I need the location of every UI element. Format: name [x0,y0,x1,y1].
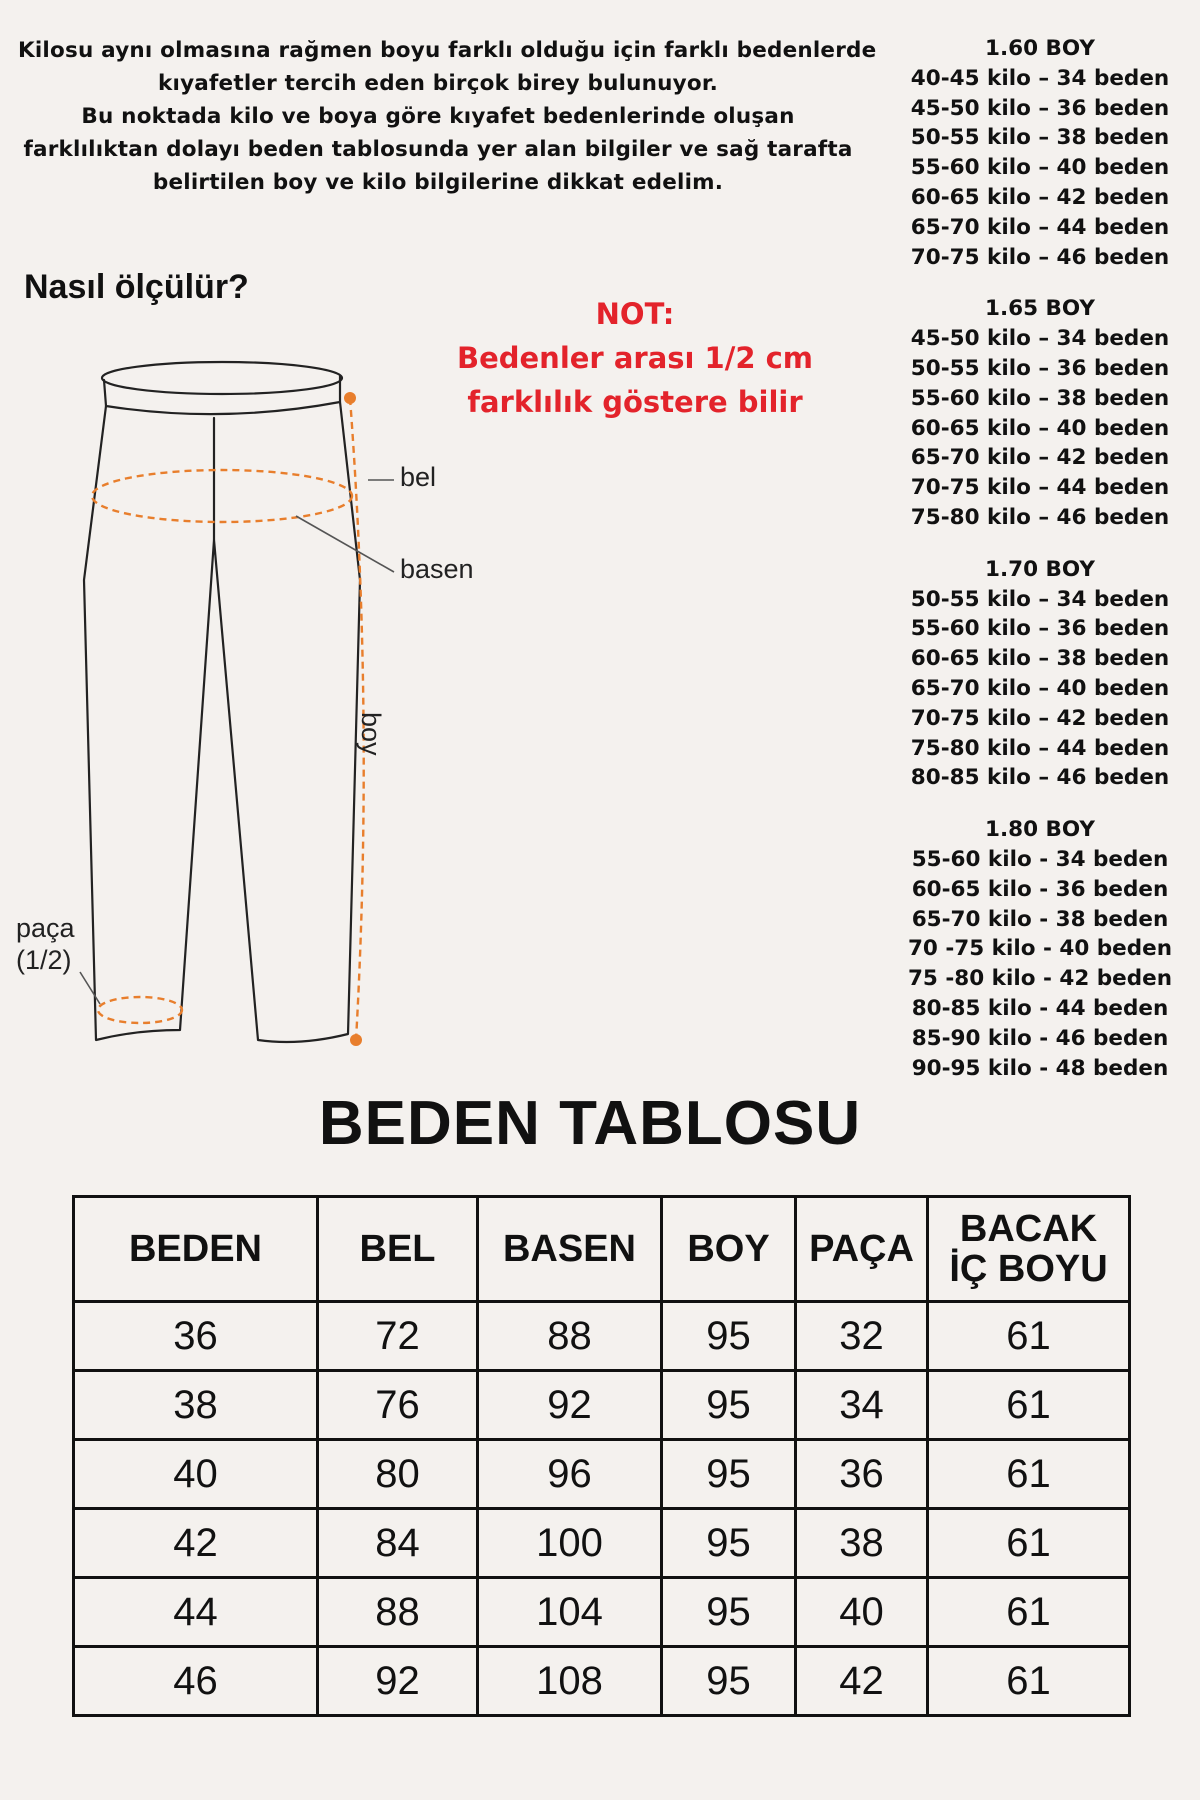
table-row [74,1371,1130,1440]
table-cell: 38 [74,1371,318,1440]
table-cell: 42 [796,1647,928,1716]
table-cell: 95 [662,1647,796,1716]
intro-line: farklılıktan dolayı beden tablosunda yer alan bilgiler ve sağ tarafta [23,137,853,162]
sizing-row: 80-85 kilo – 46 beden [910,765,1170,791]
header-boy: BOY [662,1197,796,1302]
label-leader-lines [80,480,394,1004]
table-cell: 36 [796,1440,928,1509]
table-cell: 95 [662,1440,796,1509]
table-cell: 108 [478,1647,662,1716]
table-cell: 61 [928,1302,1130,1371]
trouser-legs [84,402,360,1042]
table-cell: 46 [74,1647,318,1716]
sizing-row: 70-75 kilo – 44 beden [910,475,1170,501]
intro-line: kıyafetler tercih eden birçok birey bulunuyor. [158,71,718,96]
table-row [74,1302,1130,1371]
sizing-group-heading: 1.65 BOY [985,296,1095,322]
sizing-row: 50-55 kilo – 38 beden [910,125,1170,151]
sizing-row: 70-75 kilo – 46 beden [910,244,1170,270]
table-cell: 38 [796,1509,928,1578]
table-row [74,1440,1130,1509]
paca-label-line: (1/2) [16,945,72,975]
sizing-group [890,34,1190,272]
table-cell: 95 [662,1509,796,1578]
sizing-group-heading: 1.80 BOY [985,817,1095,843]
bel-label: bel [400,462,437,492]
table-cell: 95 [662,1371,796,1440]
intro-line: Bu noktada kilo ve boya göre kıyafet bedenlerinde oluşan [81,104,795,129]
sizing-row: 50-55 kilo – 36 beden [910,355,1170,381]
size-table [72,1195,1131,1717]
sizing-row: 60-65 kilo – 40 beden [910,415,1170,441]
table-cell: 92 [318,1647,478,1716]
paca-label [16,912,75,976]
table-cell: 44 [74,1578,318,1647]
table-cell: 96 [478,1440,662,1509]
table-cell: 61 [928,1509,1130,1578]
table-header-row [74,1197,1130,1302]
table-cell: 95 [662,1302,796,1371]
intro-line: Kilosu aynı olmasına rağmen boyu farklı olduğu için farklı bedenlerde [18,38,877,63]
table-cell: 95 [662,1578,796,1647]
sizing-row: 55-60 kilo – 38 beden [910,385,1170,411]
table-cell: 100 [478,1509,662,1578]
table-cell: 72 [318,1302,478,1371]
sizing-row: 50-55 kilo – 34 beden [910,586,1170,612]
sizing-row: 65-70 kilo – 40 beden [910,675,1170,701]
note-line: Bedenler arası 1/2 cm [456,341,814,375]
table-cell: 40 [796,1578,928,1647]
sizing-group [890,294,1190,532]
size-table-title: BEDEN TABLOSU [318,1089,862,1158]
sizing-row: 75-80 kilo – 44 beden [910,735,1170,761]
sizing-row: 45-50 kilo – 34 beden [910,326,1170,352]
paca-leader [80,972,100,1004]
basen-leader [296,516,394,572]
sizing-row: 60-65 kilo – 42 beden [910,184,1170,210]
table-row [74,1578,1130,1647]
sizing-row: 75 -80 kilo - 42 beden [907,966,1173,992]
sizing-row: 65-70 kilo – 42 beden [910,445,1170,471]
table-row [74,1647,1130,1716]
table-cell: 40 [74,1440,318,1509]
sizing-row: 65-70 kilo – 44 beden [910,214,1170,240]
sizing-group-heading: 1.70 BOY [985,556,1095,582]
sizing-row: 55-60 kilo – 40 beden [910,155,1170,181]
table-row [74,1509,1130,1578]
sizing-row: 70 -75 kilo - 40 beden [907,936,1173,962]
header-beden: BEDEN [74,1197,318,1302]
boy-label: boy [356,712,386,756]
intro-text [18,34,877,199]
sizing-group [890,555,1190,793]
intro-line: belirtilen boy ve kilo bilgilerine dikkat edelim. [152,170,724,195]
sizing-row: 80-85 kilo - 44 beden [911,995,1169,1021]
sizing-row: 90-95 kilo - 48 beden [911,1055,1169,1081]
table-cell: 80 [318,1440,478,1509]
measurement-guides [92,398,364,1040]
sizing-row: 55-60 kilo – 36 beden [910,616,1170,642]
trousers-illustration [0,340,520,1060]
sizing-row: 65-70 kilo - 38 beden [911,906,1169,932]
header-bacak-ic-boyu: BACAK İÇ BOYU [928,1197,1130,1302]
length-end-dot [350,1034,362,1046]
sizing-group-heading: 1.60 BOY [985,36,1095,61]
sizing-row: 55-60 kilo - 34 beden [911,846,1169,872]
note-line: farklılık göstere bilir [467,385,803,419]
sizing-row: 75-80 kilo – 46 beden [910,504,1170,530]
header-paca: PAÇA [796,1197,928,1302]
table-cell: 92 [478,1371,662,1440]
sizing-group [890,815,1190,1083]
sizing-row: 45-50 kilo – 36 beden [910,95,1170,121]
table-cell: 104 [478,1578,662,1647]
table-cell: 61 [928,1440,1130,1509]
note-title: NOT: [595,297,675,331]
hem-measure-line [98,997,182,1023]
header-basen: BASEN [478,1197,662,1302]
hip-measure-line [92,470,352,522]
table-cell: 88 [478,1302,662,1371]
waistband-top [102,362,342,394]
length-start-dot [344,392,356,404]
table-cell: 76 [318,1371,478,1440]
table-cell: 61 [928,1578,1130,1647]
table-cell: 84 [318,1509,478,1578]
table-cell: 32 [796,1302,928,1371]
table-cell: 61 [928,1647,1130,1716]
sizing-row: 60-65 kilo – 38 beden [910,646,1170,672]
table-cell: 61 [928,1371,1130,1440]
sizing-row: 40-45 kilo – 34 beden [910,65,1170,91]
trousers-measurement-diagram [0,340,520,1060]
table-cell: 34 [796,1371,928,1440]
table-cell: 36 [74,1302,318,1371]
trousers-outline [84,362,360,1042]
height-weight-guide [890,34,1190,1105]
sizing-row: 85-90 kilo - 46 beden [911,1025,1169,1051]
table-cell: 88 [318,1578,478,1647]
sizing-row: 70-75 kilo – 42 beden [910,705,1170,731]
basen-label: basen [400,554,474,584]
sizing-row: 60-65 kilo - 36 beden [911,876,1169,902]
header-bel: BEL [318,1197,478,1302]
how-to-measure-title: Nasıl ölçülür? [24,268,249,306]
table-cell: 42 [74,1509,318,1578]
paca-label-line: paça [16,913,75,943]
